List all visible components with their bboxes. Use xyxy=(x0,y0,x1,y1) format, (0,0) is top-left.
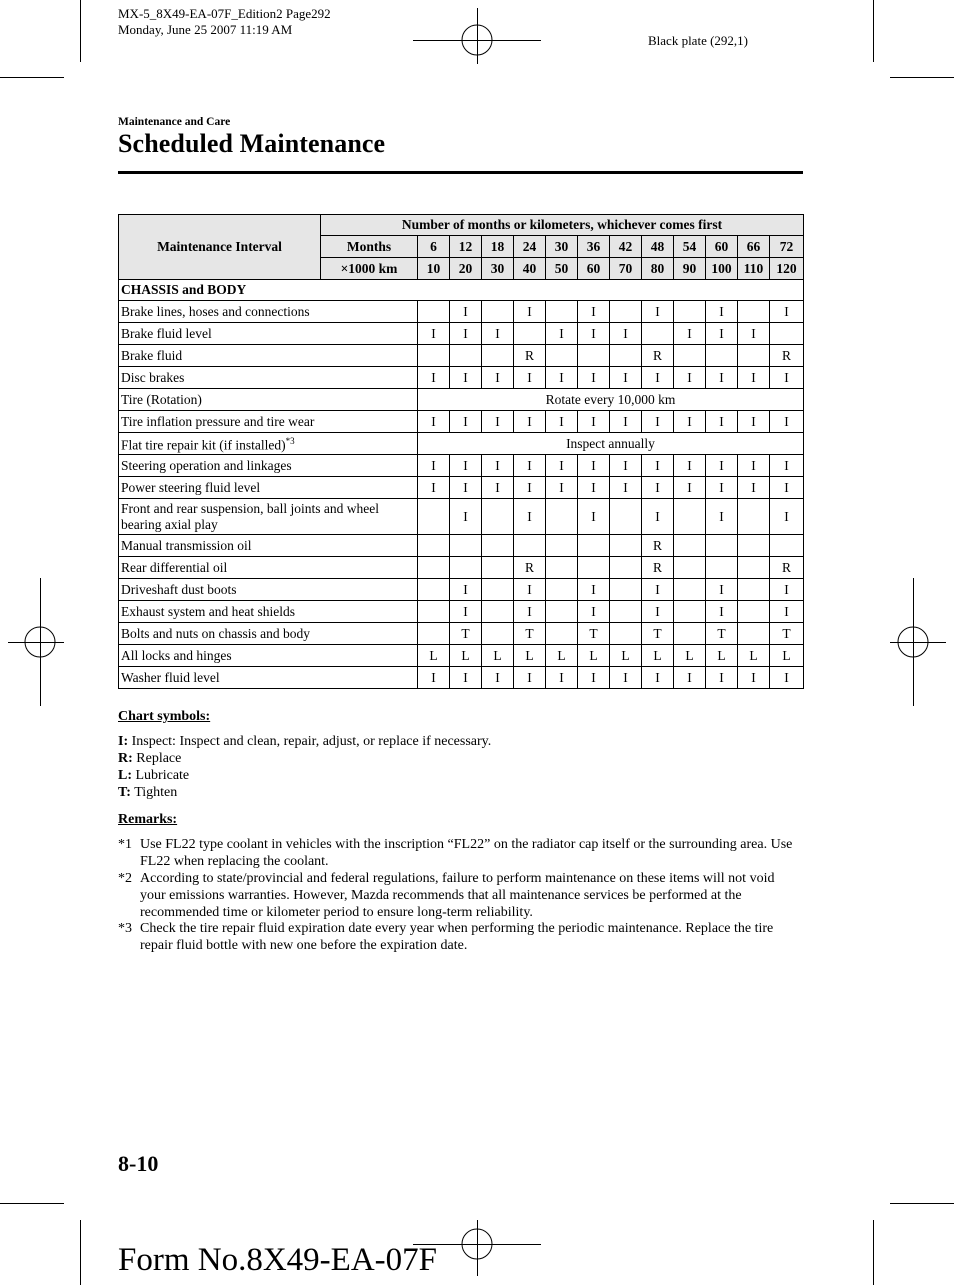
km-col-header: 110 xyxy=(738,258,770,280)
remark-text: According to state/provincial and federal regulations, failure to perform maintenance on these items will not void your emissions warranties. However, Mazda recommends that all maintenance services be performed at the recommended time or kilometer period to ensure long-term reliability. xyxy=(140,871,775,920)
row-label xyxy=(119,579,418,601)
schedule-cell: I xyxy=(706,579,738,601)
row-label xyxy=(119,535,418,557)
km-col-header: 10 xyxy=(418,258,450,280)
schedule-cell: I xyxy=(738,477,770,499)
table-row xyxy=(119,667,804,689)
table-row xyxy=(119,645,804,667)
schedule-cell xyxy=(610,535,642,557)
symbol-key: I: xyxy=(118,734,129,749)
schedule-cell xyxy=(738,557,770,579)
months-col-header: 42 xyxy=(610,236,642,258)
schedule-cell xyxy=(674,499,706,535)
table-row xyxy=(119,623,804,645)
remark-number: *3 xyxy=(118,921,132,936)
schedule-cell xyxy=(738,301,770,323)
title-rule xyxy=(118,171,803,174)
schedule-cell: L xyxy=(770,645,804,667)
row-label-text: Washer fluid level xyxy=(121,669,220,685)
row-label-text: Tire inflation pressure and tire wear xyxy=(121,413,315,429)
schedule-cell: I xyxy=(482,667,514,689)
schedule-cell xyxy=(578,535,610,557)
schedule-cell xyxy=(546,301,578,323)
schedule-cell: I xyxy=(578,601,610,623)
schedule-cell: I xyxy=(770,579,804,601)
schedule-cell: R xyxy=(642,535,674,557)
months-col-header: 48 xyxy=(642,236,674,258)
schedule-cell xyxy=(674,579,706,601)
row-label xyxy=(119,367,418,389)
symbol-item xyxy=(118,767,491,784)
schedule-cell: I xyxy=(770,477,804,499)
schedule-cell: I xyxy=(418,323,450,345)
row-label xyxy=(119,645,418,667)
schedule-cell xyxy=(418,345,450,367)
schedule-cell: R xyxy=(514,557,546,579)
row-label-text: Brake lines, hoses and connections xyxy=(121,303,310,319)
row-label-text: Power steering fluid level xyxy=(121,479,261,495)
table-row xyxy=(119,433,804,455)
schedule-cell: I xyxy=(450,455,482,477)
schedule-cell: L xyxy=(610,645,642,667)
schedule-cell: L xyxy=(546,645,578,667)
schedule-cell: I xyxy=(482,455,514,477)
schedule-cell: I xyxy=(610,667,642,689)
schedule-cell xyxy=(738,601,770,623)
schedule-cell xyxy=(546,579,578,601)
schedule-cell: I xyxy=(770,499,804,535)
table-row xyxy=(119,367,804,389)
schedule-cell xyxy=(418,601,450,623)
row-label xyxy=(119,667,418,689)
schedule-cell: I xyxy=(610,455,642,477)
schedule-cell: I xyxy=(450,667,482,689)
schedule-cell xyxy=(610,345,642,367)
chart-symbols xyxy=(118,708,491,801)
months-col-header: 54 xyxy=(674,236,706,258)
schedule-cell: I xyxy=(642,301,674,323)
symbol-item xyxy=(118,750,491,767)
schedule-cell xyxy=(738,535,770,557)
table-row xyxy=(119,323,804,345)
schedule-cell: I xyxy=(770,301,804,323)
row-label-text: Exhaust system and heat shields xyxy=(121,603,295,619)
schedule-cell xyxy=(674,301,706,323)
symbol-key: T: xyxy=(118,785,131,800)
doc-date-line: Monday, June 25 2007 11:19 AM xyxy=(118,22,293,37)
schedule-cell: I xyxy=(674,477,706,499)
schedule-cell: I xyxy=(514,667,546,689)
schedule-cell xyxy=(706,345,738,367)
table-row xyxy=(119,557,804,579)
schedule-cell: R xyxy=(514,345,546,367)
remark-text: Check the tire repair fluid expiration date every year when performing the periodic maintenance. Replace the tire repair fluid bottle with new one before the expiration date. xyxy=(140,921,774,953)
schedule-cell: I xyxy=(546,477,578,499)
months-col-header: 60 xyxy=(706,236,738,258)
schedule-cell: I xyxy=(546,323,578,345)
doc-header xyxy=(118,6,331,38)
schedule-cell: I xyxy=(770,601,804,623)
category-label: CHASSIS and BODY xyxy=(119,280,804,301)
schedule-cell xyxy=(610,557,642,579)
symbol-text: Tighten xyxy=(134,785,178,800)
table-row xyxy=(119,601,804,623)
page-title: Scheduled Maintenance xyxy=(118,129,386,158)
schedule-cell: I xyxy=(642,367,674,389)
schedule-cell: I xyxy=(674,411,706,433)
schedule-cell: I xyxy=(482,367,514,389)
schedule-cell xyxy=(738,579,770,601)
schedule-cell: R xyxy=(642,345,674,367)
km-label: ×1000 km xyxy=(321,258,418,280)
row-label-text: Disc brakes xyxy=(121,369,185,385)
schedule-cell: I xyxy=(706,301,738,323)
schedule-cell xyxy=(482,623,514,645)
km-col-header: 20 xyxy=(450,258,482,280)
schedule-cell: I xyxy=(450,411,482,433)
schedule-cell: I xyxy=(450,477,482,499)
symbol-text: Lubricate xyxy=(135,768,190,783)
km-col-header: 90 xyxy=(674,258,706,280)
schedule-cell: L xyxy=(578,645,610,667)
schedule-cell: I xyxy=(642,579,674,601)
row-label-text: Bolts and nuts on chassis and body xyxy=(121,625,310,641)
symbol-text: Inspect: Inspect and clean, repair, adjust, or replace if necessary. xyxy=(131,734,492,749)
schedule-cell: I xyxy=(514,601,546,623)
months-col-header: 18 xyxy=(482,236,514,258)
schedule-cell xyxy=(546,499,578,535)
schedule-cell xyxy=(418,557,450,579)
schedule-cell: L xyxy=(514,645,546,667)
symbol-item xyxy=(118,733,491,750)
schedule-cell: I xyxy=(738,455,770,477)
schedule-cell: I xyxy=(546,455,578,477)
schedule-cell xyxy=(706,535,738,557)
schedule-cell: I xyxy=(770,411,804,433)
schedule-cell: I xyxy=(738,411,770,433)
remarks-heading: Remarks: xyxy=(118,812,178,827)
table-row xyxy=(119,411,804,433)
schedule-cell xyxy=(674,557,706,579)
schedule-cell: L xyxy=(450,645,482,667)
row-label-text: Driveshaft dust boots xyxy=(121,581,237,597)
months-col-header: 66 xyxy=(738,236,770,258)
schedule-cell xyxy=(674,535,706,557)
schedule-cell: I xyxy=(610,323,642,345)
schedule-cell xyxy=(706,557,738,579)
remark-item xyxy=(118,920,798,954)
remark-number: *1 xyxy=(118,837,132,852)
schedule-cell: I xyxy=(514,301,546,323)
schedule-cell xyxy=(546,623,578,645)
schedule-cell xyxy=(418,579,450,601)
schedule-cell: T xyxy=(450,623,482,645)
remark-item xyxy=(118,836,798,870)
table-row xyxy=(119,535,804,557)
schedule-cell: I xyxy=(770,367,804,389)
schedule-cell xyxy=(738,345,770,367)
schedule-cell: I xyxy=(578,301,610,323)
schedule-cell: T xyxy=(770,623,804,645)
schedule-cell: I xyxy=(418,367,450,389)
schedule-cell: I xyxy=(674,323,706,345)
schedule-cell: L xyxy=(482,645,514,667)
schedule-cell: L xyxy=(674,645,706,667)
span-header: Number of months or kilometers, whichever comes first xyxy=(321,215,804,236)
schedule-cell: I xyxy=(482,477,514,499)
schedule-cell: I xyxy=(642,477,674,499)
schedule-cell xyxy=(674,623,706,645)
schedule-cell: R xyxy=(770,345,804,367)
km-col-header: 80 xyxy=(642,258,674,280)
schedule-cell xyxy=(514,323,546,345)
schedule-cell: I xyxy=(770,667,804,689)
row-label-text: Brake fluid level xyxy=(121,325,212,341)
schedule-cell xyxy=(418,623,450,645)
schedule-cell xyxy=(482,579,514,601)
schedule-cell xyxy=(418,499,450,535)
row-label xyxy=(119,477,418,499)
schedule-cell: I xyxy=(482,323,514,345)
form-number: Form No.8X49-EA-07F xyxy=(118,1242,437,1278)
schedule-cell: I xyxy=(578,367,610,389)
schedule-cell: I xyxy=(738,667,770,689)
section-label: Maintenance and Care xyxy=(118,116,231,128)
remark-text: Use FL22 type coolant in vehicles with the inscription “FL22” on the radiator cap itself or the surrounding area. Use FL22 when replacing the coolant. xyxy=(140,837,793,869)
row-label xyxy=(119,499,418,535)
row-label xyxy=(119,455,418,477)
remark-item xyxy=(118,870,798,921)
schedule-cell xyxy=(450,535,482,557)
symbol-text: Replace xyxy=(136,751,182,766)
km-col-header: 70 xyxy=(610,258,642,280)
months-col-header: 6 xyxy=(418,236,450,258)
schedule-cell xyxy=(418,535,450,557)
km-col-header: 40 xyxy=(514,258,546,280)
schedule-cell: I xyxy=(738,367,770,389)
schedule-cell xyxy=(482,301,514,323)
page-number: 8-10 xyxy=(118,1151,159,1176)
row-label xyxy=(119,601,418,623)
schedule-cell: I xyxy=(578,499,610,535)
schedule-cell: L xyxy=(706,645,738,667)
schedule-cell xyxy=(546,557,578,579)
table-row xyxy=(119,477,804,499)
table-row xyxy=(119,345,804,367)
schedule-cell: I xyxy=(642,499,674,535)
schedule-cell xyxy=(514,535,546,557)
km-col-header: 120 xyxy=(770,258,804,280)
schedule-cell xyxy=(450,345,482,367)
months-col-header: 30 xyxy=(546,236,578,258)
schedule-cell xyxy=(578,345,610,367)
chart-symbols-list xyxy=(118,733,491,801)
chart-symbols-heading: Chart symbols: xyxy=(118,709,211,724)
schedule-cell: I xyxy=(578,455,610,477)
schedule-cell: I xyxy=(546,367,578,389)
schedule-cell: I xyxy=(674,367,706,389)
schedule-cell: T xyxy=(642,623,674,645)
schedule-cell: I xyxy=(610,367,642,389)
schedule-cell: T xyxy=(578,623,610,645)
schedule-cell xyxy=(546,345,578,367)
row-label-text: Manual transmission oil xyxy=(121,537,252,553)
schedule-cell: I xyxy=(610,477,642,499)
schedule-cell: L xyxy=(642,645,674,667)
remarks-heading-wrap xyxy=(118,811,177,828)
schedule-cell: I xyxy=(578,579,610,601)
km-col-header: 60 xyxy=(578,258,610,280)
symbol-key: L: xyxy=(118,768,132,783)
schedule-cell: I xyxy=(578,411,610,433)
row-label-text: All locks and hinges xyxy=(121,647,232,663)
schedule-cell: I xyxy=(706,499,738,535)
row-label xyxy=(119,557,418,579)
schedule-cell: I xyxy=(482,411,514,433)
schedule-cell: I xyxy=(738,323,770,345)
row-label xyxy=(119,301,418,323)
symbol-key: R: xyxy=(118,751,133,766)
schedule-cell: I xyxy=(770,455,804,477)
schedule-cell: I xyxy=(450,579,482,601)
months-col-header: 12 xyxy=(450,236,482,258)
schedule-cell xyxy=(610,601,642,623)
schedule-cell: I xyxy=(642,601,674,623)
row-label-text: Rear differential oil xyxy=(121,559,228,575)
schedule-cell xyxy=(450,557,482,579)
table-row xyxy=(119,455,804,477)
schedule-cell: I xyxy=(706,323,738,345)
schedule-cell xyxy=(642,323,674,345)
schedule-cell xyxy=(610,301,642,323)
schedule-cell: I xyxy=(450,499,482,535)
km-col-header: 30 xyxy=(482,258,514,280)
span-cell: Inspect annually xyxy=(418,433,804,455)
schedule-cell: I xyxy=(546,667,578,689)
schedule-cell xyxy=(610,579,642,601)
schedule-cell xyxy=(546,535,578,557)
table-row xyxy=(119,499,804,535)
schedule-cell xyxy=(482,499,514,535)
schedule-cell: I xyxy=(418,455,450,477)
schedule-cell: I xyxy=(450,601,482,623)
schedule-cell: I xyxy=(642,667,674,689)
schedule-cell xyxy=(770,535,804,557)
schedule-cell: I xyxy=(674,667,706,689)
table-row xyxy=(119,389,804,411)
schedule-cell: I xyxy=(418,477,450,499)
table-row xyxy=(119,301,804,323)
footnote-ref: *3 xyxy=(285,436,295,447)
plate-label: Black plate (292,1) xyxy=(648,33,748,48)
schedule-cell: I xyxy=(514,477,546,499)
symbol-item xyxy=(118,784,491,801)
row-label xyxy=(119,389,418,411)
maintenance-table xyxy=(118,214,804,689)
schedule-cell xyxy=(578,557,610,579)
schedule-cell: I xyxy=(514,579,546,601)
row-label xyxy=(119,623,418,645)
schedule-cell: I xyxy=(642,411,674,433)
schedule-cell: I xyxy=(610,411,642,433)
row-label-text: Flat tire repair kit (if installed) xyxy=(121,437,286,453)
schedule-cell: I xyxy=(450,367,482,389)
row-label-text: Front and rear suspension, ball joints and wheel bearing axial play xyxy=(121,500,379,532)
schedule-cell: L xyxy=(418,645,450,667)
row-label-text: Tire (Rotation) xyxy=(121,391,202,407)
schedule-cell xyxy=(738,623,770,645)
schedule-cell xyxy=(738,499,770,535)
schedule-cell: R xyxy=(770,557,804,579)
schedule-cell: R xyxy=(642,557,674,579)
months-label: Months xyxy=(321,236,418,258)
schedule-cell xyxy=(482,557,514,579)
schedule-cell: I xyxy=(418,411,450,433)
km-col-header: 100 xyxy=(706,258,738,280)
schedule-cell: I xyxy=(546,411,578,433)
schedule-cell xyxy=(546,601,578,623)
schedule-cell xyxy=(610,623,642,645)
row-label xyxy=(119,323,418,345)
row-label-text: Brake fluid xyxy=(121,347,183,363)
row-label xyxy=(119,345,418,367)
schedule-cell: I xyxy=(514,455,546,477)
schedule-cell xyxy=(482,345,514,367)
schedule-cell: I xyxy=(514,499,546,535)
months-col-header: 36 xyxy=(578,236,610,258)
schedule-cell: I xyxy=(706,455,738,477)
row-label xyxy=(119,433,418,455)
row-label xyxy=(119,411,418,433)
schedule-cell: I xyxy=(674,455,706,477)
km-col-header: 50 xyxy=(546,258,578,280)
table-row xyxy=(119,579,804,601)
schedule-cell: I xyxy=(578,323,610,345)
schedule-cell: I xyxy=(450,301,482,323)
schedule-cell xyxy=(674,601,706,623)
schedule-cell xyxy=(770,323,804,345)
interval-header: Maintenance Interval xyxy=(119,215,321,280)
schedule-cell: T xyxy=(706,623,738,645)
schedule-cell: I xyxy=(706,477,738,499)
schedule-cell xyxy=(610,499,642,535)
schedule-cell: I xyxy=(514,367,546,389)
remark-number: *2 xyxy=(118,871,132,886)
span-cell: Rotate every 10,000 km xyxy=(418,389,804,411)
schedule-cell: I xyxy=(450,323,482,345)
months-col-header: 24 xyxy=(514,236,546,258)
doc-file-line: MX-5_8X49-EA-07F_Edition2 Page292 xyxy=(118,6,331,21)
schedule-cell xyxy=(674,345,706,367)
schedule-cell: I xyxy=(578,477,610,499)
schedule-cell: I xyxy=(706,667,738,689)
schedule-cell xyxy=(482,601,514,623)
row-label-text: Steering operation and linkages xyxy=(121,457,292,473)
schedule-cell: I xyxy=(642,455,674,477)
schedule-cell: T xyxy=(514,623,546,645)
schedule-cell: I xyxy=(514,411,546,433)
schedule-cell: I xyxy=(706,601,738,623)
schedule-cell: I xyxy=(706,367,738,389)
months-col-header: 72 xyxy=(770,236,804,258)
schedule-cell: I xyxy=(706,411,738,433)
schedule-cell: L xyxy=(738,645,770,667)
schedule-cell xyxy=(418,301,450,323)
schedule-cell: I xyxy=(418,667,450,689)
schedule-cell xyxy=(482,535,514,557)
schedule-cell: I xyxy=(578,667,610,689)
